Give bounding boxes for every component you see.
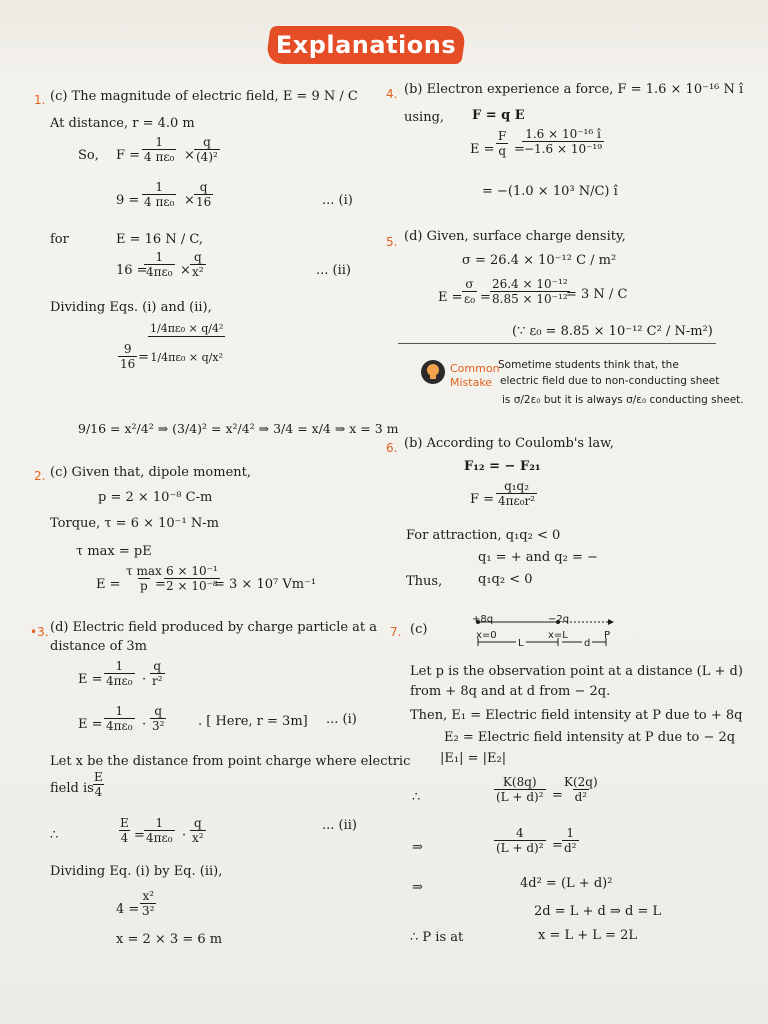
common-mistake-line-2: electric field due to non-conducting sheet [500, 375, 720, 387]
q3-l3-frac1: $\frac{1}{\text{4πε₀}}$ [146, 816, 173, 845]
q3-l1-lhs: E = [78, 672, 103, 687]
q1-l3-frac1: $\frac{1}{\text{4πε₀}}$ [146, 250, 173, 279]
q7-let-2: from + 8q and at d from − 2q. [410, 684, 611, 699]
common-mistake-label-1: Common [450, 362, 500, 375]
q7-diagram-q1: +8q [472, 614, 494, 625]
page-title: Explanations [275, 31, 457, 59]
q3-l2-frac2: $\frac{q}{\text{3²}}$ [152, 704, 165, 733]
q3-l2-lhs: E = [78, 717, 103, 732]
q2-number: 2. [34, 469, 46, 483]
q3-l1-frac2: $\frac{q}{\text{r²}}$ [152, 659, 163, 688]
q5-eps: (∵ ε₀ = 8.85 × 10⁻¹² C² / N-m²) [512, 324, 713, 339]
q2-e-lhs: E = [96, 577, 121, 592]
q1-l1-frac2: $\frac{q}{\text{(4)²}}$ [196, 135, 218, 164]
q6-q1q2: q₁ = + and q₂ = − [478, 550, 598, 565]
q7-p-position: ∴ P is at [410, 930, 464, 945]
q3-eq1-tag: ... (i) [326, 712, 357, 727]
q3-eq2-tag: ... (ii) [322, 818, 357, 833]
q1-l2-lhs: 9 = [116, 193, 140, 208]
q4-e-lhs: E = [470, 142, 495, 157]
q6-attraction: For attraction, q₁q₂ < 0 [406, 528, 561, 543]
q1-for: for [50, 232, 69, 247]
q3-l4-lhs: 4 = [116, 902, 140, 917]
q3-therefore: ∴ [50, 828, 59, 843]
q3-letx-1: Let x be the distance from point charge where electric [50, 754, 411, 769]
q7-l2-frac-a: $\frac{4}{\text{(L + d)²}}$ [496, 826, 544, 855]
q4-statement: (b) Electron experience a force, F = 1.6 × 10⁻¹⁶ N î [404, 82, 744, 97]
q3-letx-frac: $\frac{E}{4}$ [94, 770, 103, 799]
q5-number: 5. [386, 235, 398, 249]
q3-l1-frac1: $\frac{1}{\text{4πε₀}}$ [106, 659, 133, 688]
q5-e-frac1: $\frac{\sigma}{\text{ε₀}}$ [464, 277, 476, 306]
q7-l4: 2d = L + d ⇒ d = L [534, 904, 662, 919]
q3-letx-2: field is [50, 781, 94, 796]
q3-l4-frac: $\frac{\text{x²}}{\text{3²}}$ [142, 889, 155, 918]
q1-distance: At distance, r = 4.0 m [50, 116, 195, 131]
q3-statement-1: (d) Electric field produced by charge particle at a [50, 620, 378, 635]
q4-number: 4. [386, 87, 398, 101]
q6-number: 6. [386, 441, 398, 455]
q5-e-lhs: E = [438, 290, 463, 305]
q1-dividing: Dividing Eqs. (i) and (ii), [50, 300, 212, 315]
common-mistake-label-2: Mistake [450, 376, 493, 389]
q3-dividing: Dividing Eq. (i) by Eq. (ii), [50, 864, 223, 879]
q1-l3-frac2: $\frac{q}{\text{x²}}$ [192, 250, 204, 279]
q6-f-lhs: F = [470, 492, 495, 507]
q1-number: 1. [34, 93, 46, 107]
q4-result: = −(1.0 × 10³ N/C) î [482, 184, 618, 199]
q1-for-e: E = 16 N / C, [116, 232, 203, 247]
q2-e-result: = 3 × 10⁷ Vm⁻¹ [214, 577, 317, 592]
q4-feq: F = q E [472, 108, 525, 123]
q3-l3-frac2: $\frac{q}{\text{x²}}$ [192, 816, 204, 845]
q5-statement: (d) Given, surface charge density, [404, 229, 626, 244]
q6-thus-value: q₁q₂ < 0 [478, 572, 533, 587]
q1-eq2-tag: ... (ii) [316, 263, 351, 278]
q6-f12: F₁₂ = − F₂₁ [464, 459, 541, 474]
q3-here: . [ Here, r = 3m] [198, 714, 308, 729]
q7-diagram-L: L [516, 636, 526, 652]
q1-l2-frac1: $\frac{1}{\text{4 πε₀}}$ [144, 180, 175, 209]
q6-statement: (b) According to Coulomb's law, [404, 436, 614, 451]
q7-diagram-d: d [582, 636, 592, 652]
q7-l5: x = L + L = 2L [538, 928, 637, 943]
q7-l1-frac-a: $\frac{K(8q)}{\text{(L + d)²}}$ [496, 775, 544, 804]
q7-let-1: Let p is the observation point at a distance (L + d) [410, 664, 743, 679]
q2-tmax: τ max = pE [76, 544, 152, 559]
common-mistake-line-1: Sometime students think that, the [498, 359, 679, 371]
q2-torque: Torque, τ = 6 × 10⁻¹ N-m [50, 516, 219, 531]
q3-statement-2: distance of 3m [50, 639, 147, 654]
q5-e-result: = 3 N / C [566, 287, 628, 302]
q6-f-frac: $\frac{\text{q₁q₂}}{\text{4πε₀r²}}$ [498, 479, 536, 508]
q7-diagram-x0: x=0 [476, 630, 497, 641]
q1-final: 9/16 = x²/4² ⇒ (3/4)² = x²/4² ⇒ 3/4 = x/4 ⇒ x = 3 m [78, 421, 399, 436]
q7-number: 7. [390, 625, 402, 639]
q3-result: x = 2 × 3 = 6 m [116, 932, 223, 947]
q3-l2-frac1: $\frac{1}{\text{4πε₀}}$ [106, 704, 133, 733]
q7-l1-frac-b: $\frac{K(2q)}{\text{d²}}$ [564, 775, 598, 804]
q7-diagram-P: P [604, 630, 611, 641]
q4-e-frac1: $\frac{F}{q}$ [498, 129, 507, 158]
q4-e-frac2: $\frac{\text{1.6 × 10⁻¹⁶ î}}{\text{−1.6 × 10⁻¹⁹}}$ [524, 127, 603, 156]
q1-statement: (c) The magnitude of electric field, E = 9 N / C [50, 89, 358, 104]
common-mistake-line-3: is σ/2ε₀ but it is always σ/ε₀ conducting sheet. [502, 394, 744, 406]
q7-label: (c) [410, 622, 428, 637]
q7-diagram-q2: −2q [548, 614, 570, 625]
q7-then-1: Then, E₁ = Electric field intensity at P due to + 8q [410, 708, 743, 723]
q3-number: •3. [30, 625, 49, 639]
q6-thus: Thus, [406, 574, 443, 589]
q2-e-frac1: τ max p [126, 564, 162, 593]
q2-statement: (c) Given that, dipole moment, [50, 465, 251, 480]
q2-e-frac2: $\frac{\text{6 × 10⁻¹}}{\text{2 × 10⁻⁸}}$ [166, 564, 218, 593]
q7-l2-frac-b: $\frac{1}{\text{d²}}$ [564, 826, 577, 855]
lightbulb-icon [420, 359, 446, 385]
q5-e-frac2: $\frac{\text{26.4 × 10⁻¹²}}{\text{8.85 × 10⁻¹²}}$ [492, 277, 568, 306]
q7-l3: 4d² = (L + d)² [520, 876, 613, 891]
q1-l3-lhs: 16 = [116, 263, 148, 278]
q7-magnitude: |E₁| = |E₂| [440, 751, 507, 766]
q1-eq1-tag: ... (i) [322, 193, 353, 208]
divider [398, 343, 716, 344]
q1-l2-frac2: $\frac{q}{16}$ [196, 180, 212, 209]
q3-l3-lfrac: $\frac{E}{4}$ [120, 816, 129, 845]
q7-then-2: E₂ = Electric field intensity at P due to − 2q [444, 730, 736, 745]
q2-p: p = 2 × 10⁻⁸ C-m [98, 490, 213, 505]
q1-so: So, [78, 148, 99, 163]
q1-ratio: $\frac{9}{16}$ [120, 342, 136, 371]
q4-using: using, [404, 110, 445, 125]
q1-big-frac: $\frac{\text{1/4πε₀ × q/4²}}{\text{1/4πε₀ × q/x²}}$ [150, 322, 224, 364]
q5-sigma: σ = 26.4 × 10⁻¹² C / m² [462, 253, 617, 268]
q1-l1-lhs: F = [116, 148, 141, 163]
q7-diagram-xL: x=L [548, 630, 568, 641]
q1-l1-frac1: $\frac{1}{\text{4 πε₀}}$ [144, 135, 175, 164]
